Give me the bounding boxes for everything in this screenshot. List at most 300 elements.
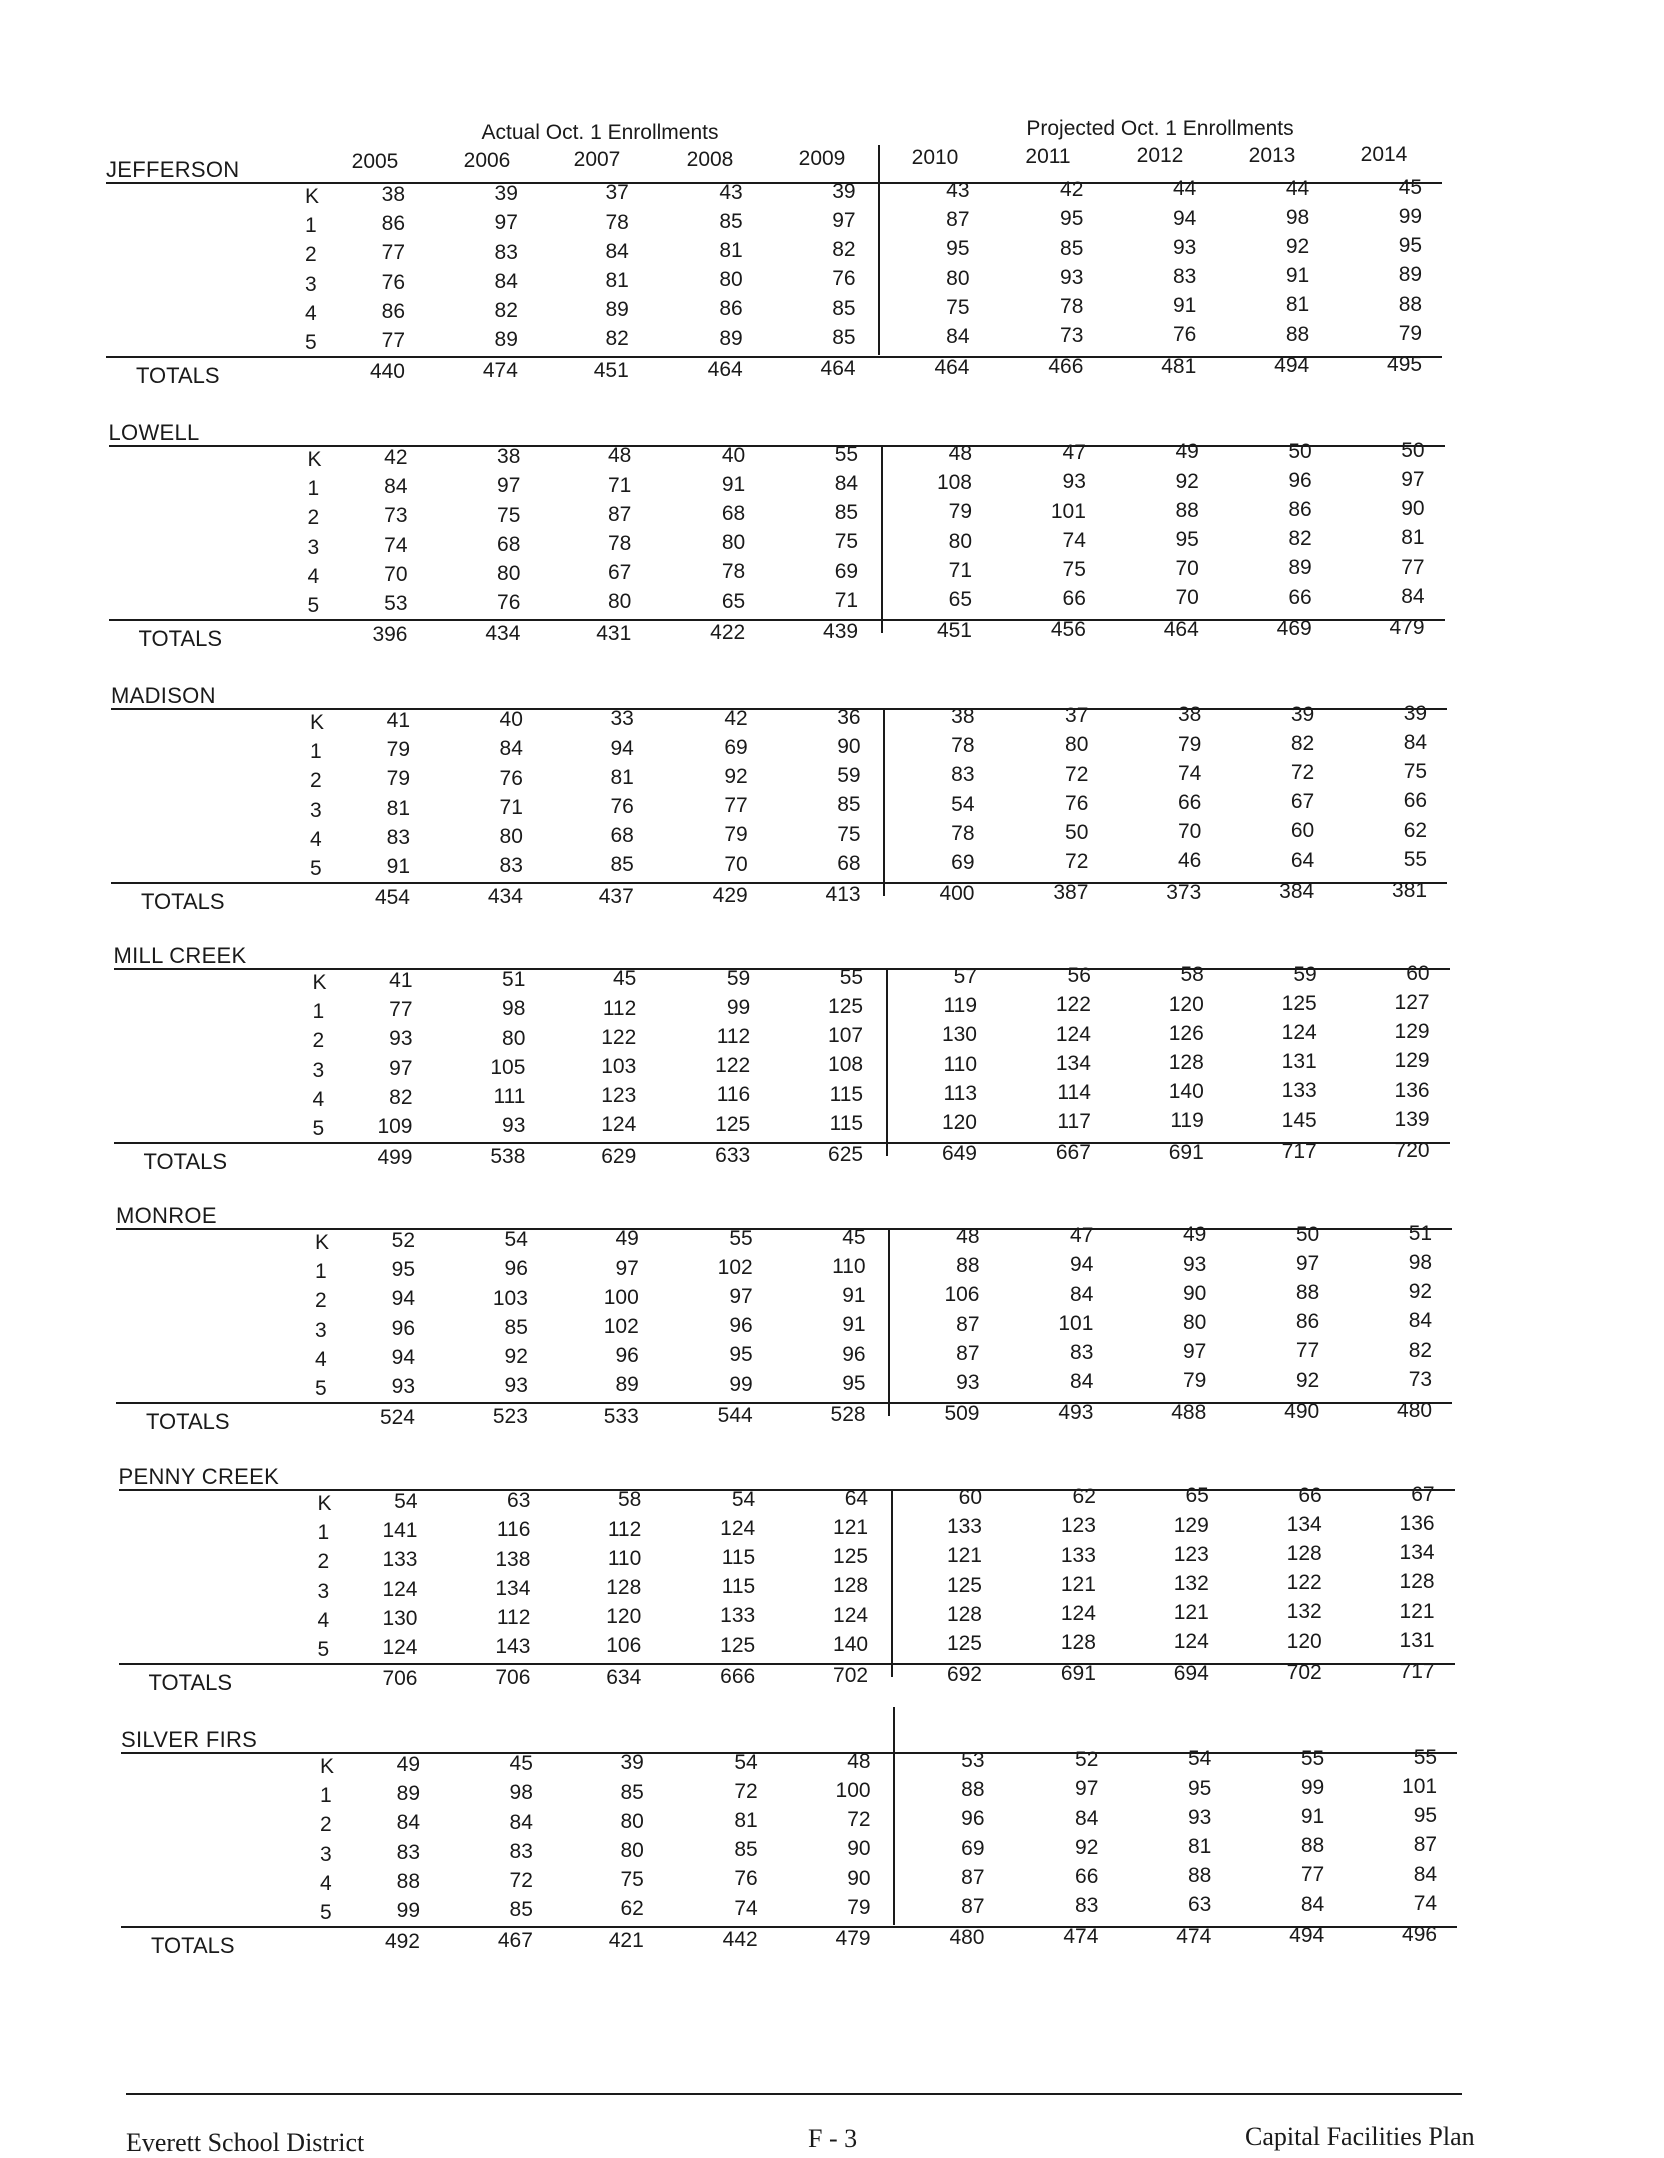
enrollment-cell: 96 bbox=[391, 1316, 415, 1340]
enrollment-cell: 91 bbox=[842, 1313, 866, 1337]
enrollment-cell: 76 bbox=[499, 766, 523, 790]
enrollment-cell: 85 bbox=[832, 325, 856, 349]
grade-label: K bbox=[307, 448, 322, 471]
totals-label: TOTALS bbox=[138, 626, 223, 652]
enrollment-cell: 82 bbox=[494, 299, 518, 322]
enrollment-cell: 75 bbox=[837, 822, 861, 846]
enrollment-cell: 112 bbox=[716, 1025, 751, 1048]
enrollment-cell: 120 bbox=[941, 1111, 977, 1134]
enrollment-cell: 56 bbox=[1067, 964, 1091, 988]
enrollment-cell: 55 bbox=[834, 442, 859, 466]
enrollment-cell: 91 bbox=[1172, 294, 1197, 318]
enrollment-cell: 88 bbox=[396, 1869, 420, 1893]
enrollment-cell: 84 bbox=[1075, 1806, 1099, 1830]
enrollment-cell: 53 bbox=[961, 1749, 985, 1772]
enrollment-cell: 72 bbox=[1065, 762, 1089, 786]
grade-label: K bbox=[320, 1755, 335, 1778]
enrollment-cell: 92 bbox=[724, 765, 748, 788]
enrollment-cell: 83 bbox=[499, 854, 523, 878]
enrollment-cell: 93 bbox=[389, 1027, 413, 1051]
enrollment-cell: 125 bbox=[833, 1545, 869, 1569]
enrollment-cell: 121 bbox=[1399, 1599, 1435, 1623]
enrollment-cell: 71 bbox=[834, 588, 859, 612]
enrollment-cell: 93 bbox=[1182, 1252, 1207, 1276]
enrollment-cell: 89 bbox=[396, 1782, 420, 1806]
enrollment-cell: 100 bbox=[835, 1779, 871, 1802]
enrollment-cell: 46 bbox=[1177, 849, 1202, 873]
enrollment-cell: 48 bbox=[607, 444, 632, 468]
enrollment-cell: 49 bbox=[615, 1227, 639, 1251]
enrollment-cell: 96 bbox=[842, 1342, 866, 1366]
enrollment-cell: 86 bbox=[719, 297, 743, 321]
enrollment-cell: 92 bbox=[1408, 1280, 1433, 1304]
enrollment-cell: 84 bbox=[384, 475, 408, 499]
enrollment-cell: 66 bbox=[1075, 1865, 1099, 1888]
enrollment-cell: 123 bbox=[601, 1084, 637, 1108]
enrollment-cell: 84 bbox=[1403, 731, 1428, 754]
year-header-2007: 2007 bbox=[573, 148, 621, 172]
enrollment-cell: 66 bbox=[1288, 585, 1312, 609]
enrollment-cell: 77 bbox=[389, 998, 413, 1022]
enrollment-cell: 50 bbox=[1288, 439, 1312, 463]
enrollment-cell: 82 bbox=[605, 327, 629, 351]
enrollment-cell: 134 bbox=[1399, 1541, 1435, 1565]
enrollment-cell: 112 bbox=[607, 1517, 642, 1541]
enrollment-cell: 96 bbox=[504, 1257, 528, 1281]
totals-cell: 451 bbox=[593, 358, 629, 382]
totals-cell: 706 bbox=[495, 1666, 531, 1690]
enrollment-cell: 136 bbox=[1399, 1512, 1435, 1535]
enrollment-cell: 131 bbox=[1281, 1050, 1317, 1074]
enrollment-cell: 54 bbox=[504, 1228, 528, 1252]
enrollment-cell: 98 bbox=[1285, 205, 1310, 229]
enrollment-cell: 94 bbox=[610, 736, 634, 760]
enrollment-cell: 121 bbox=[1060, 1572, 1096, 1596]
totals-label: TOTALS bbox=[146, 1409, 230, 1435]
enrollment-cell: 80 bbox=[1065, 733, 1089, 757]
enrollment-cell: 143 bbox=[495, 1635, 531, 1659]
totals-cell: 488 bbox=[1171, 1400, 1207, 1424]
school-name: SILVER FIRS bbox=[121, 1727, 258, 1752]
enrollment-cell: 125 bbox=[720, 1633, 756, 1657]
enrollment-cell: 39 bbox=[1290, 702, 1315, 726]
grade-label: 4 bbox=[317, 1608, 330, 1632]
totals-label: TOTALS bbox=[151, 1933, 235, 1959]
grade-label: 1 bbox=[310, 740, 322, 764]
enrollment-cell: 38 bbox=[951, 705, 975, 728]
enrollment-cell: 69 bbox=[834, 559, 859, 583]
enrollment-cell: 49 bbox=[1182, 1223, 1207, 1247]
totals-cell: 464 bbox=[934, 356, 970, 380]
enrollment-cell: 81 bbox=[734, 1809, 758, 1832]
enrollment-cell: 44 bbox=[1285, 176, 1310, 200]
totals-cell: 533 bbox=[603, 1404, 639, 1428]
enrollment-cell: 90 bbox=[847, 1866, 871, 1890]
enrollment-cell: 53 bbox=[384, 592, 408, 615]
enrollment-cell: 90 bbox=[1401, 497, 1425, 521]
grade-label: 2 bbox=[320, 1813, 332, 1837]
enrollment-cell: 88 bbox=[956, 1254, 980, 1278]
enrollment-cell: 55 bbox=[1300, 1746, 1325, 1770]
totals-cell: 691 bbox=[1060, 1662, 1096, 1686]
enrollment-cell: 84 bbox=[1300, 1892, 1325, 1916]
enrollment-cell: 54 bbox=[951, 792, 975, 816]
enrollment-cell: 76 bbox=[610, 795, 634, 818]
enrollment-cell: 136 bbox=[1394, 1078, 1430, 1102]
grade-label: 1 bbox=[307, 477, 320, 501]
enrollment-cell: 128 bbox=[946, 1602, 982, 1626]
grade-label: 3 bbox=[305, 272, 317, 296]
enrollment-cell: 83 bbox=[509, 1839, 533, 1863]
enrollment-cell: 82 bbox=[832, 238, 856, 262]
enrollment-cell: 52 bbox=[1075, 1748, 1099, 1772]
enrollment-cell: 85 bbox=[1060, 236, 1084, 260]
enrollment-cell: 97 bbox=[832, 209, 856, 232]
enrollment-cell: 48 bbox=[948, 442, 972, 465]
enrollment-cell: 39 bbox=[1403, 701, 1428, 725]
enrollment-cell: 78 bbox=[951, 734, 975, 758]
enrollment-cell: 81 bbox=[1285, 293, 1310, 317]
enrollment-cell: 77 bbox=[724, 794, 748, 818]
enrollment-cell: 88 bbox=[1285, 322, 1310, 346]
enrollment-cell: 122 bbox=[1286, 1571, 1322, 1595]
enrollment-cell: 49 bbox=[1175, 440, 1199, 464]
enrollment-cell: 111 bbox=[493, 1085, 526, 1108]
enrollment-cell: 41 bbox=[389, 969, 413, 992]
enrollment-cell: 76 bbox=[734, 1867, 758, 1891]
enrollment-cell: 141 bbox=[382, 1519, 418, 1543]
enrollment-cell: 55 bbox=[839, 965, 864, 989]
enrollment-cell: 63 bbox=[507, 1489, 531, 1513]
enrollment-cell: 115 bbox=[721, 1546, 756, 1569]
enrollment-cell: 93 bbox=[1062, 470, 1086, 494]
enrollment-cell: 93 bbox=[1187, 1805, 1212, 1829]
enrollment-cell: 77 bbox=[1300, 1863, 1325, 1887]
totals-cell: 454 bbox=[374, 886, 410, 910]
enrollment-cell: 124 bbox=[382, 1636, 418, 1659]
totals-cell: 666 bbox=[720, 1664, 756, 1688]
enrollment-cell: 89 bbox=[719, 326, 743, 350]
year-header-2010: 2010 bbox=[911, 146, 959, 169]
school-name: PENNY CREEK bbox=[118, 1464, 280, 1489]
enrollment-cell: 97 bbox=[497, 474, 521, 498]
totals-cell: 464 bbox=[707, 357, 743, 381]
enrollment-cell: 71 bbox=[607, 473, 632, 497]
enrollment-cell: 129 bbox=[1394, 1049, 1430, 1073]
enrollment-cell: 130 bbox=[941, 1023, 977, 1047]
enrollment-cell: 105 bbox=[490, 1055, 526, 1079]
enrollment-cell: 124 bbox=[1281, 1021, 1317, 1044]
enrollment-cell: 98 bbox=[502, 997, 526, 1021]
year-header-2013: 2013 bbox=[1248, 143, 1296, 167]
enrollment-cell: 89 bbox=[1398, 263, 1423, 287]
enrollment-cell: 88 bbox=[1398, 292, 1423, 316]
grade-label: 4 bbox=[315, 1347, 327, 1371]
enrollment-cell: 93 bbox=[504, 1374, 528, 1398]
school-name: MONROE bbox=[116, 1203, 217, 1228]
totals-cell: 702 bbox=[833, 1664, 869, 1687]
totals-cell: 494 bbox=[1289, 1923, 1325, 1947]
totals-label: TOTALS bbox=[148, 1670, 233, 1696]
enrollment-cell: 85 bbox=[734, 1838, 758, 1862]
enrollment-cell: 80 bbox=[1182, 1311, 1207, 1334]
enrollment-cell: 79 bbox=[1177, 732, 1202, 756]
enrollment-cell: 51 bbox=[1408, 1221, 1433, 1245]
enrollment-cell: 140 bbox=[833, 1632, 869, 1656]
grade-label: 1 bbox=[305, 214, 317, 238]
enrollment-cell: 54 bbox=[394, 1490, 418, 1513]
enrollment-cell: 109 bbox=[377, 1115, 413, 1138]
grade-label: 1 bbox=[312, 1000, 325, 1024]
enrollment-cell: 68 bbox=[610, 824, 634, 848]
enrollment-cell: 128 bbox=[606, 1576, 642, 1599]
actual-projected-divider bbox=[883, 708, 885, 896]
enrollment-cell: 43 bbox=[946, 179, 970, 202]
totals-cell: 442 bbox=[722, 1927, 758, 1951]
enrollment-cell: 128 bbox=[1286, 1542, 1322, 1565]
grade-label: 1 bbox=[315, 1260, 327, 1284]
totals-label: TOTALS bbox=[136, 363, 220, 389]
enrollment-cell: 132 bbox=[1286, 1600, 1322, 1624]
enrollment-cell: 85 bbox=[719, 209, 743, 233]
enrollment-cell: 87 bbox=[956, 1312, 980, 1336]
enrollment-cell: 120 bbox=[606, 1605, 642, 1629]
totals-cell: 717 bbox=[1399, 1660, 1435, 1683]
enrollment-cell: 95 bbox=[842, 1371, 866, 1395]
grade-label: 2 bbox=[317, 1550, 330, 1574]
enrollment-cell: 37 bbox=[1065, 704, 1089, 728]
enrollment-cell: 45 bbox=[1398, 175, 1423, 199]
enrollment-cell: 97 bbox=[494, 211, 518, 235]
totals-cell: 492 bbox=[384, 1930, 420, 1954]
enrollment-cell: 83 bbox=[1070, 1341, 1094, 1364]
enrollment-cell: 77 bbox=[381, 329, 405, 352]
totals-cell: 490 bbox=[1284, 1399, 1320, 1423]
enrollment-cell: 97 bbox=[1401, 468, 1425, 491]
enrollment-cell: 83 bbox=[386, 825, 410, 849]
enrollment-cell: 70 bbox=[1175, 557, 1199, 581]
totals-cell: 480 bbox=[949, 1926, 985, 1950]
enrollment-cell: 87 bbox=[956, 1341, 980, 1365]
totals-cell: 440 bbox=[369, 360, 405, 384]
totals-cell: 474 bbox=[1063, 1925, 1099, 1949]
enrollment-cell: 83 bbox=[1075, 1894, 1099, 1918]
totals-cell: 694 bbox=[1173, 1661, 1209, 1685]
enrollment-cell: 122 bbox=[1055, 993, 1091, 1017]
enrollment-cell: 78 bbox=[951, 821, 975, 845]
enrollment-cell: 129 bbox=[1394, 1020, 1430, 1044]
enrollment-cell: 91 bbox=[721, 472, 746, 496]
enrollment-cell: 77 bbox=[1401, 555, 1425, 579]
enrollment-cell: 94 bbox=[1070, 1253, 1094, 1277]
totals-cell: 400 bbox=[939, 882, 975, 906]
enrollment-cell: 125 bbox=[828, 995, 864, 1018]
enrollment-cell: 68 bbox=[837, 851, 861, 875]
enrollment-cell: 75 bbox=[1403, 760, 1428, 784]
grade-label: 4 bbox=[312, 1087, 325, 1111]
totals-cell: 413 bbox=[825, 883, 861, 906]
enrollment-cell: 78 bbox=[605, 210, 629, 234]
enrollment-cell: 125 bbox=[946, 1573, 982, 1597]
enrollment-cell: 40 bbox=[499, 708, 523, 732]
footer-rule bbox=[126, 2093, 1462, 2095]
enrollment-cell: 133 bbox=[1281, 1079, 1317, 1103]
enrollment-cell: 70 bbox=[384, 562, 408, 586]
enrollment-cell: 87 bbox=[946, 208, 970, 232]
enrollment-cell: 77 bbox=[381, 241, 405, 265]
enrollment-cell: 47 bbox=[1070, 1224, 1094, 1248]
grade-label: 3 bbox=[310, 798, 322, 822]
totals-cell: 509 bbox=[944, 1402, 980, 1426]
enrollment-cell: 97 bbox=[1182, 1340, 1207, 1364]
enrollment-cell: 82 bbox=[1290, 731, 1315, 755]
enrollment-cell: 38 bbox=[381, 183, 405, 206]
grade-label: 3 bbox=[307, 535, 320, 559]
grade-label: 2 bbox=[312, 1029, 325, 1053]
enrollment-cell: 60 bbox=[1406, 961, 1430, 985]
enrollment-cell: 42 bbox=[724, 706, 748, 730]
enrollment-cell: 95 bbox=[1413, 1804, 1438, 1828]
totals-cell: 384 bbox=[1279, 879, 1315, 903]
enrollment-cell: 99 bbox=[1300, 1775, 1325, 1799]
enrollment-cell: 82 bbox=[1408, 1338, 1433, 1362]
enrollment-cell: 133 bbox=[1060, 1543, 1096, 1567]
totals-cell: 633 bbox=[715, 1143, 751, 1167]
actual-projected-divider bbox=[891, 1489, 893, 1677]
enrollment-cell: 90 bbox=[847, 1837, 871, 1861]
grade-label: 3 bbox=[315, 1318, 327, 1342]
enrollment-cell: 80 bbox=[607, 590, 632, 614]
enrollment-cell: 80 bbox=[497, 562, 521, 585]
grade-label: 2 bbox=[305, 243, 317, 267]
enrollment-cell: 95 bbox=[1187, 1776, 1212, 1800]
totals-cell: 396 bbox=[372, 623, 408, 647]
totals-cell: 429 bbox=[712, 883, 748, 907]
enrollment-cell: 60 bbox=[1290, 819, 1315, 843]
enrollment-cell: 96 bbox=[1288, 468, 1312, 492]
totals-cell: 702 bbox=[1286, 1660, 1322, 1684]
enrollment-cell: 93 bbox=[956, 1371, 980, 1394]
enrollment-cell: 33 bbox=[610, 707, 634, 731]
totals-cell: 717 bbox=[1281, 1139, 1317, 1163]
enrollment-cell: 80 bbox=[620, 1839, 644, 1862]
enrollment-cell: 81 bbox=[605, 269, 629, 292]
grade-label: 5 bbox=[312, 1117, 325, 1140]
grade-label: 1 bbox=[320, 1784, 332, 1808]
totals-cell: 667 bbox=[1055, 1141, 1091, 1165]
enrollment-cell: 84 bbox=[509, 1810, 533, 1834]
enrollment-cell: 75 bbox=[834, 530, 859, 554]
enrollment-cell: 72 bbox=[1065, 850, 1089, 874]
totals-cell: 437 bbox=[598, 884, 634, 908]
projected-enrollments-heading: Projected Oct. 1 Enrollments bbox=[1026, 117, 1294, 140]
totals-cell: 480 bbox=[1397, 1399, 1433, 1422]
enrollment-cell: 121 bbox=[1173, 1601, 1209, 1625]
enrollment-cell: 116 bbox=[716, 1083, 751, 1107]
enrollment-cell: 59 bbox=[726, 966, 751, 990]
enrollment-cell: 50 bbox=[1295, 1222, 1320, 1246]
grade-label: 5 bbox=[317, 1638, 330, 1661]
totals-label: TOTALS bbox=[143, 1149, 228, 1175]
enrollment-cell: 90 bbox=[1182, 1281, 1207, 1305]
actual-projected-divider bbox=[893, 1707, 895, 1925]
grade-label: 4 bbox=[305, 301, 317, 325]
grade-label: K bbox=[305, 185, 320, 208]
enrollment-cell: 101 bbox=[1058, 1311, 1094, 1335]
actual-projected-divider bbox=[878, 145, 880, 355]
totals-cell: 538 bbox=[490, 1145, 526, 1169]
enrollment-cell: 69 bbox=[961, 1836, 985, 1860]
actual-enrollments-heading: Actual Oct. 1 Enrollments bbox=[481, 121, 719, 144]
year-header-2014: 2014 bbox=[1360, 142, 1408, 166]
enrollment-cell: 84 bbox=[499, 737, 523, 761]
enrollment-cell: 97 bbox=[389, 1056, 413, 1080]
enrollment-cell: 89 bbox=[1288, 556, 1312, 580]
enrollment-cell: 106 bbox=[606, 1634, 642, 1658]
school-name: MADISON bbox=[111, 683, 216, 708]
enrollment-cell: 124 bbox=[601, 1113, 637, 1137]
enrollment-cell: 92 bbox=[1285, 235, 1310, 258]
enrollment-cell: 76 bbox=[832, 267, 856, 291]
enrollment-cell: 112 bbox=[602, 996, 637, 1020]
enrollment-cell: 66 bbox=[1403, 789, 1428, 813]
totals-cell: 625 bbox=[828, 1143, 864, 1166]
totals-cell: 421 bbox=[608, 1928, 644, 1952]
enrollment-cell: 89 bbox=[494, 328, 518, 352]
enrollment-cell: 122 bbox=[601, 1025, 637, 1049]
enrollment-cell: 84 bbox=[494, 269, 518, 293]
totals-cell: 466 bbox=[1048, 355, 1084, 379]
enrollment-cell: 79 bbox=[1398, 321, 1423, 345]
enrollment-cell: 41 bbox=[386, 709, 410, 732]
enrollment-cell: 103 bbox=[492, 1286, 528, 1310]
enrollment-cell: 110 bbox=[943, 1052, 977, 1076]
enrollment-cell: 72 bbox=[734, 1779, 758, 1803]
enrollment-cell: 50 bbox=[1401, 438, 1425, 462]
enrollment-cell: 74 bbox=[1413, 1891, 1438, 1915]
enrollment-cell: 40 bbox=[721, 443, 746, 467]
enrollment-cell: 101 bbox=[1402, 1775, 1438, 1798]
enrollment-cell: 48 bbox=[956, 1225, 980, 1248]
enrollment-cell: 124 bbox=[1055, 1022, 1091, 1046]
enrollment-cell: 83 bbox=[1172, 265, 1197, 288]
enrollment-cell: 65 bbox=[721, 589, 746, 613]
enrollment-cell: 124 bbox=[1060, 1602, 1096, 1625]
enrollment-cell: 124 bbox=[720, 1516, 756, 1540]
totals-cell: 481 bbox=[1161, 354, 1197, 378]
enrollment-cell: 127 bbox=[1394, 991, 1430, 1014]
totals-cell: 479 bbox=[835, 1927, 871, 1950]
enrollment-cell: 85 bbox=[610, 853, 634, 877]
enrollment-cell: 129 bbox=[1173, 1513, 1209, 1537]
enrollment-cell: 132 bbox=[1173, 1572, 1209, 1595]
enrollment-cell: 80 bbox=[499, 825, 523, 848]
totals-cell: 479 bbox=[1389, 616, 1425, 639]
enrollment-cell: 134 bbox=[1286, 1512, 1322, 1536]
enrollment-cell: 81 bbox=[1401, 526, 1425, 550]
year-header-2006: 2006 bbox=[463, 149, 511, 173]
enrollment-cell: 124 bbox=[1173, 1630, 1209, 1654]
enrollment-cell: 96 bbox=[615, 1344, 639, 1368]
enrollment-cell: 64 bbox=[844, 1486, 869, 1510]
enrollment-cell: 113 bbox=[943, 1081, 977, 1105]
totals-cell: 381 bbox=[1392, 879, 1428, 902]
enrollment-cell: 58 bbox=[617, 1488, 642, 1512]
enrollment-cell: 124 bbox=[382, 1577, 418, 1601]
enrollment-cell: 106 bbox=[944, 1283, 980, 1307]
totals-cell: 649 bbox=[941, 1142, 977, 1166]
actual-projected-divider bbox=[886, 968, 888, 1156]
